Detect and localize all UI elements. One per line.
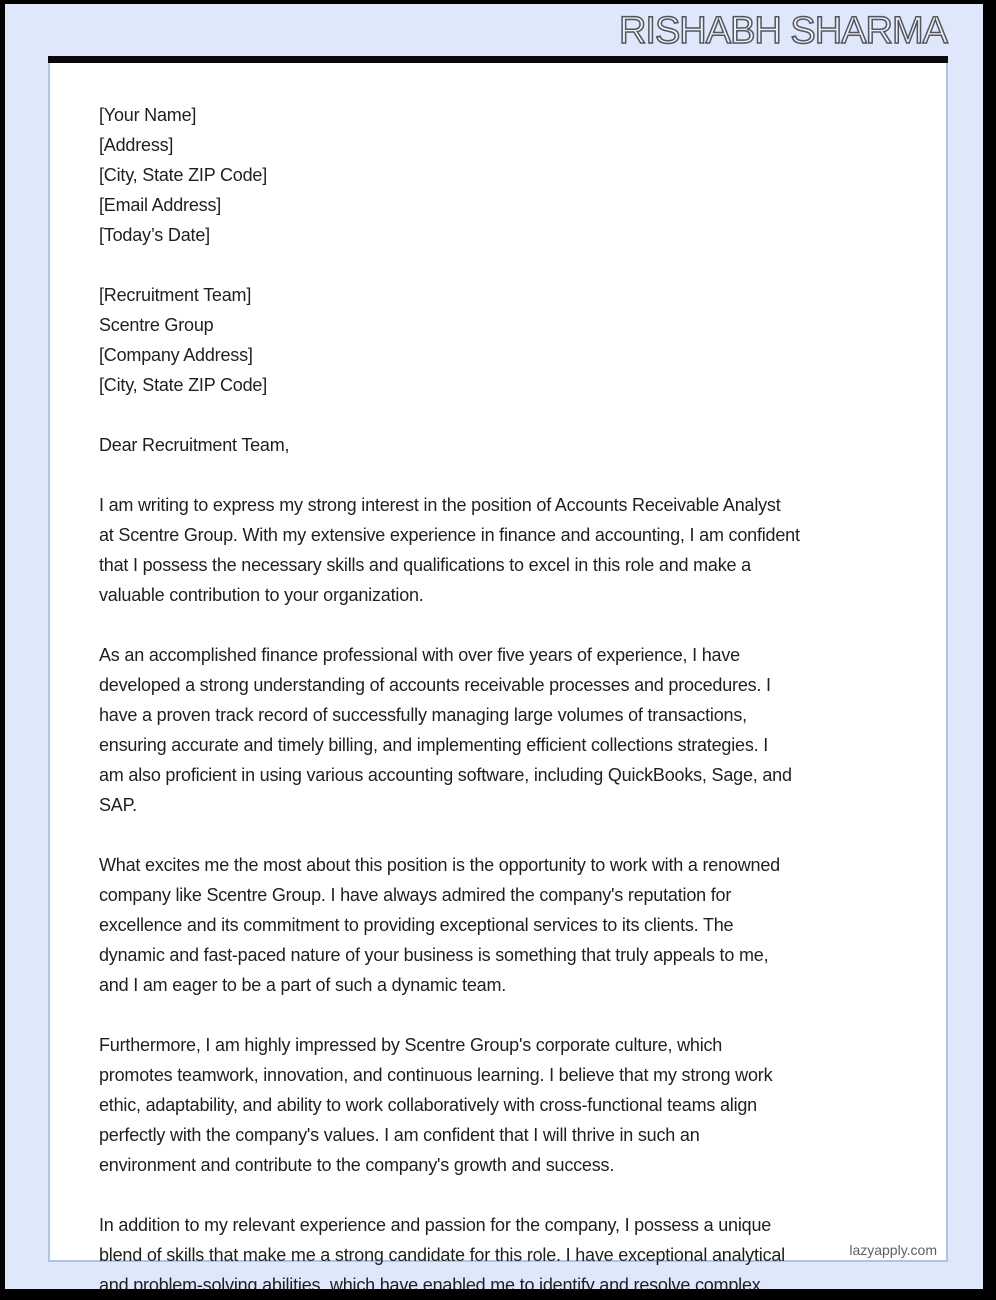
salutation-block — [99, 430, 905, 460]
text-line: ethic, adaptability, and ability to work collaboratively with cross-functional teams align — [99, 1095, 757, 1115]
salutation: Dear Recruitment Team, — [99, 435, 290, 455]
text-line: company like Scentre Group. I have always admired the company's reputation for — [99, 885, 732, 905]
text-line: that I possess the necessary skills and qualifications to excel in this role and make a — [99, 555, 751, 575]
text-line: [City, State ZIP Code] — [99, 165, 268, 185]
text-line: valuable contribution to your organization. — [99, 585, 424, 605]
text-line: [City, State ZIP Code] — [99, 375, 268, 395]
letter-page — [48, 63, 948, 1295]
header-divider-bar — [48, 56, 948, 63]
text-line: Furthermore, I am highly impressed by Scentre Group's corporate culture, which — [99, 1035, 723, 1055]
letter-paragraph — [99, 1030, 905, 1180]
text-line: excellence and its commitment to providing exceptional services to its clients. The — [99, 915, 734, 935]
text-line: I am writing to express my strong interest in the position of Accounts Receivable Analyst — [99, 495, 781, 515]
letter-paragraphs — [99, 490, 905, 1300]
letter-paragraph — [99, 640, 905, 820]
recipient-address-block — [99, 280, 905, 400]
watermark-text: lazyapply.com — [849, 1242, 937, 1258]
text-line: [Address] — [99, 135, 174, 155]
text-line: Scentre Group — [99, 315, 214, 335]
letter-content — [99, 100, 905, 1300]
text-line: developed a strong understanding of accounts receivable processes and procedures. I — [99, 675, 771, 695]
applicant-name-header: RISHABH SHARMA — [618, 10, 947, 52]
text-line: ensuring accurate and timely billing, and implementing efficient collections strategies. I — [99, 735, 769, 755]
text-line: As an accomplished finance professional with over five years of experience, I have — [99, 645, 740, 665]
text-line: [Email Address] — [99, 195, 222, 215]
text-line: [Company Address] — [99, 345, 253, 365]
sender-address-block — [99, 100, 905, 250]
text-line: environment and contribute to the company's growth and success. — [99, 1155, 615, 1175]
letter-paragraph — [99, 490, 905, 610]
text-line: What excites me the most about this position is the opportunity to work with a renowned — [99, 855, 780, 875]
text-line: am also proficient in using various accounting software, including QuickBooks, Sage, and — [99, 765, 792, 785]
text-line: perfectly with the company's values. I am confident that I will thrive in such an — [99, 1125, 700, 1145]
text-line: have a proven track record of successfully managing large volumes of transactions, — [99, 705, 747, 725]
text-line: [Today’s Date] — [99, 225, 210, 245]
letter-paragraph — [99, 1210, 905, 1300]
text-line: dynamic and fast-paced nature of your business is something that truly appeals to me, — [99, 945, 769, 965]
text-line: and I am eager to be a part of such a dynamic team. — [99, 975, 507, 995]
text-line: In addition to my relevant experience and passion for the company, I possess a unique — [99, 1215, 772, 1235]
text-line: [Recruitment Team] — [99, 285, 252, 305]
text-line: blend of skills that make me a strong candidate for this role. I have exceptional analytical — [99, 1245, 785, 1265]
text-line: and problem-solving abilities, which have enabled me to identify and resolve complex — [99, 1275, 761, 1295]
text-line: at Scentre Group. With my extensive experience in finance and accounting, I am confident — [99, 525, 800, 545]
text-line: promotes teamwork, innovation, and continuous learning. I believe that my strong work — [99, 1065, 773, 1085]
letter-paragraph — [99, 850, 905, 1000]
text-line: [Your Name] — [99, 105, 197, 125]
text-line: SAP. — [99, 795, 137, 815]
